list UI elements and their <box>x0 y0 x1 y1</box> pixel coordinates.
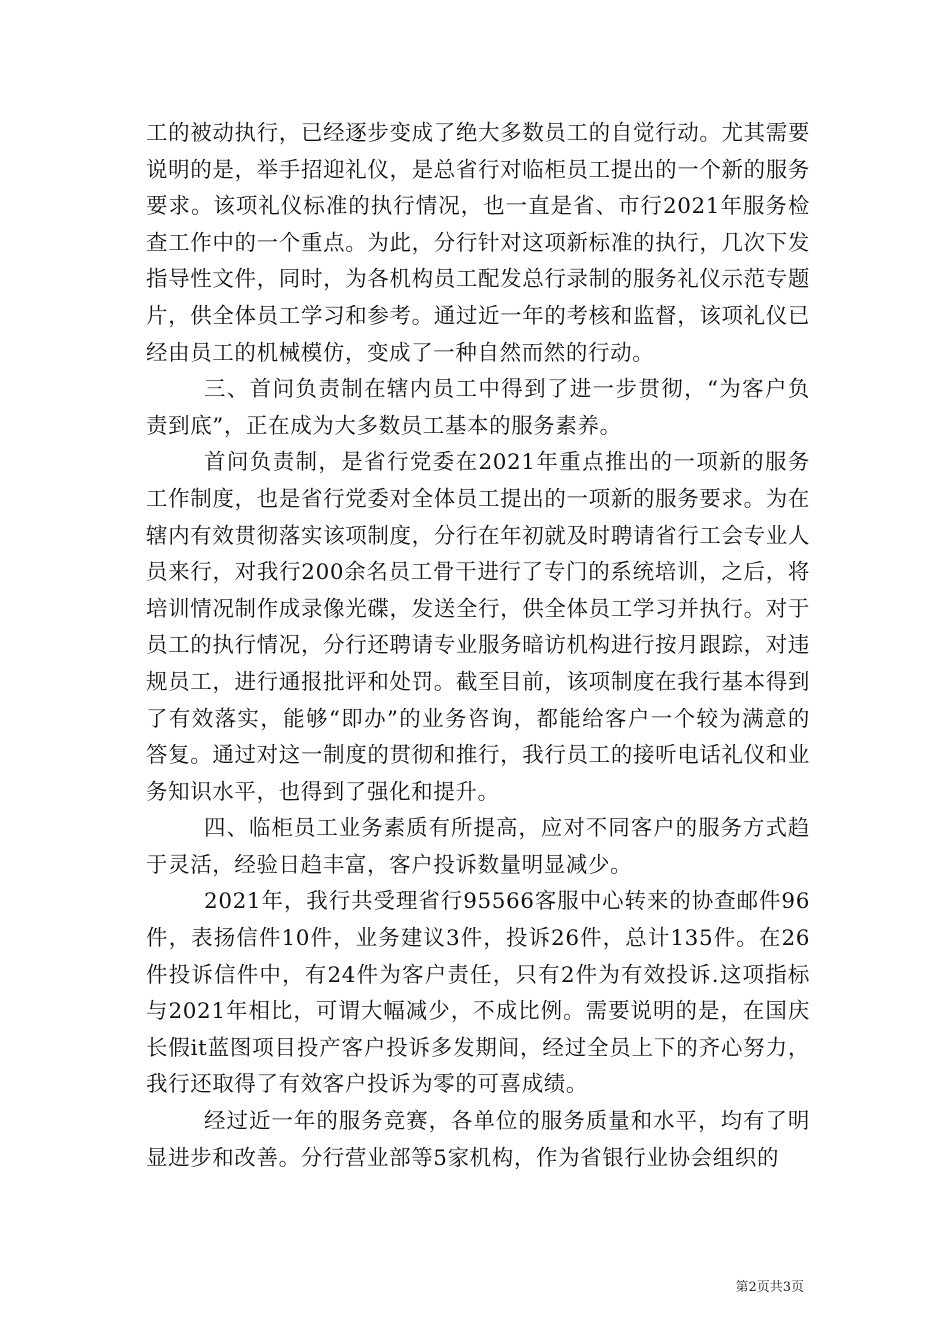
paragraph: 首问负责制，是省行党委在2021年重点推出的一项新的服务工作制度，也是省行党委对全体员工提出的一项新的服务要求。为在辖内有效贯彻落实该项制度，分行在年初就及时聘请省行工会专业人员来行，对我行200余名员工骨干进行了专门的系统培训，之后，将培训情况制作成录像光碟，发送全行，供全体员工学习并执行。对于员工的执行情况，分行还聘请专业服务暗访机构进行按月跟踪，对违规员工，进行通报批评和处罚。截至目前，该项制度在我行基本得到了有效落实，能够“即办”的业务咨询，都能给客户一个较为满意的答复。通过对这一制度的贯彻和推行，我行员工的接听电话礼仪和业务知识水平，也得到了强化和提升。 <box>146 450 810 805</box>
paragraph: 2021年，我行共受理省行95566客服中心转来的协查邮件96件，表扬信件10件，业务建议3件，投诉26件，总计135件。在26件投诉信件中，有24件为客户责任，只有2件为有效投诉.这项指标与2021年相比，可谓大幅减少，不成比例。需要说明的是，在国庆长假it蓝图项目投产客户投诉多发期间，经过全员上下的齐心努力，我行还取得了有效客户投诉为零的可喜成绩。 <box>146 889 810 1098</box>
section-heading-paragraph: 四、临柜员工业务素质有所提高，应对不同客户的服务方式趋于灵活，经验日趋丰富，客户投诉数量明显减少。 <box>146 816 810 878</box>
paragraph: 工的被动执行，已经逐步变成了绝大多数员工的自觉行动。尤其需要说明的是，举手招迎礼仪，是总省行对临柜员工提出的一个新的服务要求。该项礼仪标准的执行情况，也一直是省、市行2021年服务检查工作中的一个重点。为此，分行针对这项新标准的执行，几次下发指导性文件，同时，为各机构员工配发总行录制的服务礼仪示范专题片，供全体员工学习和参考。通过近一年的考核和监督，该项礼仪已经由员工的机械模仿，变成了一种自然而然的行动。 <box>146 121 810 366</box>
page-number: 第2页共3页 <box>735 1280 804 1295</box>
body-text <box>146 116 810 1177</box>
section-heading-paragraph: 三、首问负责制在辖内员工中得到了进一步贯彻，“为客户负责到底”，正在成为大多数员工基本的服务素养。 <box>146 377 810 439</box>
paragraph: 经过近一年的服务竞赛，各单位的服务质量和水平，均有了明显进步和改善。分行营业部等5家机构，作为省银行业协会组织的 <box>146 1109 810 1171</box>
